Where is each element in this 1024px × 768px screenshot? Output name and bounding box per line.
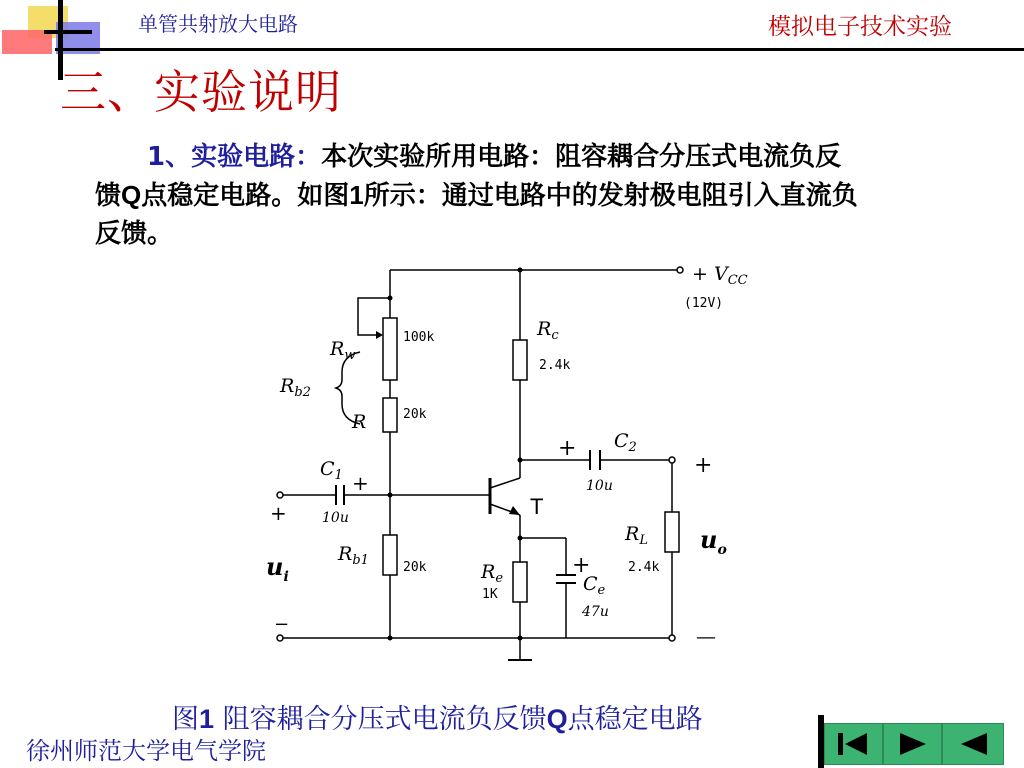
section-title: 三、实验说明 (60, 65, 342, 119)
c1-label: $C_1$ (320, 458, 343, 483)
play-forward-icon (884, 724, 941, 764)
c1-capacitor (336, 485, 344, 505)
input-plus: + (270, 501, 287, 525)
caption-num: 1 (199, 704, 215, 734)
rw-value: 100k (403, 330, 435, 345)
rl-resistor (665, 512, 679, 552)
r-label: R (352, 411, 367, 433)
output-minus: — (696, 624, 716, 648)
rb2-label: $R_{b2}$ (280, 375, 311, 400)
skip-back-icon (825, 724, 882, 764)
terminals (277, 267, 683, 641)
rb1-label: $R_{b1}$ (338, 543, 369, 568)
uo-label: $u_o$ (700, 525, 727, 558)
transistor-label: T (530, 494, 544, 519)
c2-plus: + (558, 436, 577, 461)
vcc-label: + $V_{CC}$ (692, 263, 748, 288)
c2-value: 10u (586, 478, 613, 494)
nav-next-button[interactable] (883, 723, 942, 765)
header-left-title: 单管共射放大电路 (138, 12, 298, 36)
re-label: $R_e$ (481, 561, 504, 586)
rw-resistor (383, 318, 397, 380)
paragraph-text-c: 所示：通过电路中的发射极电阻引入直流负反馈。 (95, 181, 858, 249)
play-back-icon (943, 724, 1003, 764)
caption-q: Q (546, 704, 568, 734)
caption-prefix: 图 (172, 704, 199, 735)
rc-label: $R_c$ (537, 318, 559, 343)
re-value: 1K (482, 587, 498, 602)
circuit-wires (282, 270, 680, 660)
paragraph-fig-num: 1 (349, 180, 364, 210)
rl-label: $R_L$ (625, 523, 648, 548)
c2-label: $C_2$ (614, 430, 637, 455)
potentiometer-wiper-arrow (376, 331, 383, 339)
paragraph-text-a: 本次实验所用电路：阻容耦合分压式电流负反馈 (95, 142, 842, 211)
output-plus: + (694, 453, 713, 478)
ce-value: 47u (582, 604, 609, 620)
rc-resistor (513, 340, 527, 380)
caption-text-a: 阻容耦合分压式电流负反馈 (214, 704, 547, 735)
ce-label: $C_e$ (583, 573, 606, 598)
ui-label: $u_i$ (266, 552, 289, 585)
rb1-value: 20k (403, 560, 427, 575)
re-resistor (513, 562, 527, 602)
rl-value: 2.4k (628, 560, 660, 575)
nav-first-button[interactable] (824, 723, 883, 765)
rw-label: $R_w$ (330, 338, 356, 363)
r-resistor (383, 398, 397, 432)
rc-value: 2.4k (539, 358, 571, 373)
ce-plus: + (572, 553, 591, 578)
caption-text-b: 点稳定电路 (567, 704, 703, 735)
c2-capacitor (590, 450, 600, 470)
vcc-value: (12V) (684, 296, 724, 311)
paragraph-lead: 1、实验电路： (147, 142, 322, 172)
c1-plus: + (352, 471, 369, 495)
nav-prev-button[interactable] (942, 723, 1004, 765)
footer-institution: 徐州师范大学电气学院 (26, 737, 266, 765)
r-value: 20k (403, 407, 427, 422)
rb1-resistor (383, 535, 397, 575)
paragraph-q: Q (121, 180, 142, 210)
header-right-title: 模拟电子技术实验 (768, 14, 952, 40)
transistor-symbol (490, 478, 520, 515)
paragraph-text-b: 点稳定电路。如图 (141, 181, 350, 211)
c1-value: 10u (322, 510, 349, 526)
input-minus: − (274, 614, 290, 635)
